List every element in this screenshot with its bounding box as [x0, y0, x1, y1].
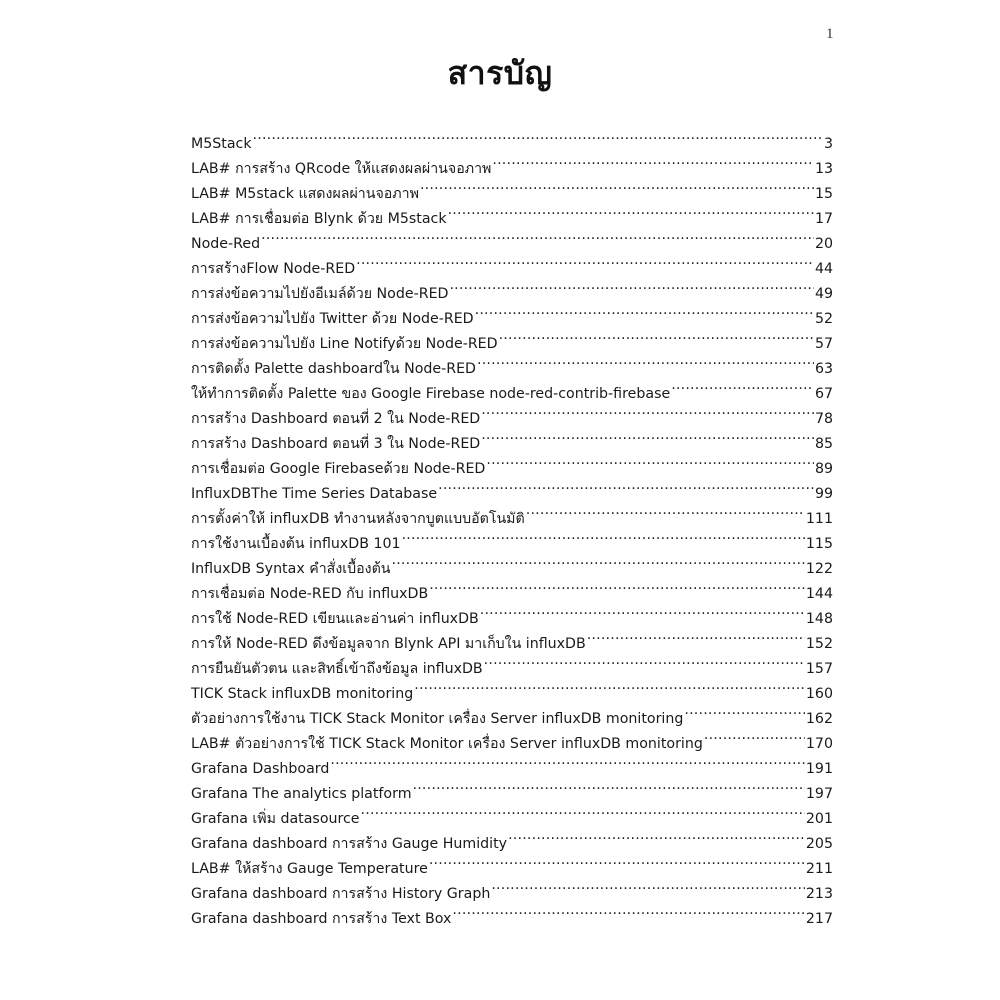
toc-entry-page: 20: [814, 236, 833, 252]
toc-entry-page: 115: [805, 536, 833, 552]
dot-leader: [330, 748, 805, 773]
toc-entry-page: 85: [814, 436, 833, 452]
toc-entry-label: Grafana The analytics platform: [191, 786, 412, 802]
toc-entry-page: 213: [805, 886, 833, 902]
dot-leader: [414, 673, 805, 698]
toc-entry-page: 15: [814, 186, 833, 202]
toc-entry-label: การยืนยันตัวตน และสิทธิ์เข้าถึงข้อมูล influxDB: [191, 661, 483, 677]
dot-leader: [480, 598, 805, 623]
toc-entry-label: การเชื่อมต่อ Google Firebaseด้วย Node-RED: [191, 461, 486, 477]
toc-entry-label: LAB# ให้สร้าง Gauge Temperature: [191, 861, 428, 877]
toc-entry-page: 211: [805, 861, 833, 877]
page-title: สารบัญ: [447, 54, 553, 92]
toc-entry-label: การใช้งานเบื้องต้น influxDB 101: [191, 536, 401, 552]
dot-leader: [361, 798, 805, 823]
toc-entry-page: 49: [814, 286, 833, 302]
toc-entry-label: ให้ทำการติดตั้ง Palette ของ Google Firebase node-red-contrib-firebase: [191, 386, 671, 402]
table-of-contents: [191, 123, 833, 927]
toc-entry-label: การสร้าง Dashboard ตอนที่ 3 ใน Node-RED: [191, 436, 481, 452]
toc-entry-label: การติดตั้ง Palette dashboardใน Node-RED: [191, 361, 476, 377]
toc-entry-page: 157: [805, 661, 833, 677]
toc-entry-label: การส่งข้อความไปยัง Line Notifyด้วย Node-RED: [191, 336, 498, 352]
toc-entry-page: 52: [814, 311, 833, 327]
toc-entry-page: 122: [805, 561, 833, 577]
toc-entry-label: การสร้าง Dashboard ตอนที่ 2 ใน Node-RED: [191, 411, 481, 427]
toc-entry-label: Grafana dashboard การสร้าง Gauge Humidity: [191, 836, 508, 852]
dot-leader: [475, 298, 814, 323]
toc-entry-page: 17: [814, 211, 833, 227]
toc-entry-page: 111: [805, 511, 833, 527]
toc-entry-label: Grafana dashboard การสร้าง Text Box: [191, 911, 452, 927]
toc-entry-page: 63: [814, 361, 833, 377]
dot-leader: [491, 873, 805, 898]
dot-leader: [402, 523, 805, 548]
toc-entry-label: การสร้างFlow Node-RED: [191, 261, 356, 277]
dot-leader: [481, 423, 814, 448]
toc-entry-label: Grafana dashboard การสร้าง History Graph: [191, 886, 491, 902]
dot-leader: [253, 123, 823, 148]
toc-entry-label: การให้ Node-RED ดึงข้อมูลจาก Blynk API มาเก็บใน influxDB: [191, 636, 586, 652]
dot-leader: [499, 323, 814, 348]
toc-entry-label: InfluxDB Syntax คำสั่งเบื้องต้น: [191, 561, 391, 577]
toc-entry-page: 205: [805, 836, 833, 852]
dot-leader: [477, 348, 814, 373]
toc-entry-page: 152: [805, 636, 833, 652]
toc-entry-page: 44: [814, 261, 833, 277]
dot-leader: [449, 273, 813, 298]
toc-entry-label: การเชื่อมต่อ Node-RED กับ influxDB: [191, 586, 429, 602]
toc-entry-page: 160: [805, 686, 833, 702]
dot-leader: [508, 823, 805, 848]
toc-entry-label: Grafana เพิ่ม datasource: [191, 811, 360, 827]
toc-entry-page: 197: [805, 786, 833, 802]
toc-entry-label: Grafana Dashboard: [191, 761, 330, 777]
toc-entry-page: 191: [805, 761, 833, 777]
toc-entry-page: 57: [814, 336, 833, 352]
dot-leader: [429, 848, 805, 873]
toc-entry-page: 13: [814, 161, 833, 177]
dot-leader: [429, 573, 805, 598]
toc-entry-label: LAB# ตัวอย่างการใช้ TICK Stack Monitor เครื่อง Server influxDB monitoring: [191, 736, 703, 752]
toc-entry-page: 89: [814, 461, 833, 477]
toc-entry-page: 201: [805, 811, 833, 827]
dot-leader: [391, 548, 804, 573]
toc-entry-label: LAB# M5stack แสดงผลผ่านจอภาพ: [191, 186, 419, 202]
dot-leader: [481, 398, 814, 423]
toc-entry-page: 3: [823, 136, 833, 152]
dot-leader: [704, 723, 805, 748]
toc-entry-page: 78: [814, 411, 833, 427]
dot-leader: [486, 448, 814, 473]
toc-entry-label: การส่งข้อความไปยัง Twitter ด้วย Node-RED: [191, 311, 474, 327]
toc-entry-page: 144: [805, 586, 833, 602]
toc-entry[interactable]: [191, 248, 833, 277]
toc-entry-label: InfluxDBThe Time Series Database: [191, 486, 438, 502]
dot-leader: [420, 173, 814, 198]
toc-entry-label: ตัวอย่างการใช้งาน TICK Stack Monitor เครื่อง Server influxDB monitoring: [191, 711, 684, 727]
dot-leader: [448, 198, 814, 223]
toc-entry-label: การตั้งค่าให้ influxDB ทำงานหลังจากบูตแบบอัตโนมัติ: [191, 511, 525, 527]
toc-entry[interactable]: [191, 123, 833, 152]
dot-leader: [492, 148, 814, 173]
dot-leader: [684, 698, 805, 723]
toc-entry-page: 162: [805, 711, 833, 727]
toc-entry[interactable]: [191, 148, 833, 177]
dot-leader: [671, 373, 814, 398]
toc-entry-page: 99: [814, 486, 833, 502]
toc-entry-label: Node-Red: [191, 236, 261, 252]
dot-leader: [356, 248, 814, 273]
dot-leader: [438, 473, 814, 498]
toc-entry[interactable]: [191, 223, 833, 252]
toc-entry-label: การส่งข้อความไปยังอีเมล์ด้วย Node-RED: [191, 286, 449, 302]
dot-leader: [587, 623, 805, 648]
dot-leader: [452, 898, 805, 923]
toc-entry-label: M5Stack: [191, 136, 252, 152]
toc-entry-label: LAB# การสร้าง QRcode ให้แสดงผลผ่านจอภาพ: [191, 161, 492, 177]
toc-entry-page: 170: [805, 736, 833, 752]
toc-entry-label: LAB# การเชื่อมต่อ Blynk ด้วย M5stack: [191, 211, 447, 227]
dot-leader: [526, 498, 805, 523]
toc-entry-label: TICK Stack influxDB monitoring: [191, 686, 414, 702]
dot-leader: [484, 648, 805, 673]
toc-entry-page: 148: [805, 611, 833, 627]
dot-leader: [413, 773, 805, 798]
toc-entry-label: การใช้ Node-RED เขียนและอ่านค่า influxDB: [191, 611, 479, 627]
toc-entry-page: 217: [805, 911, 833, 927]
dot-leader: [261, 223, 814, 248]
page-number: 1: [826, 26, 834, 42]
toc-entry-page: 67: [814, 386, 833, 402]
